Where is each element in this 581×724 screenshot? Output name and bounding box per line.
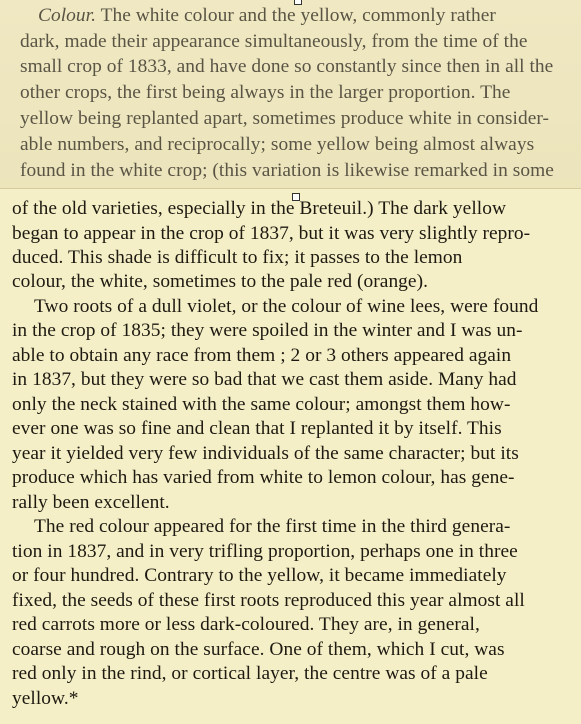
paragraph-start-line: Two roots of a dull violet, or the colour of wine lees, were found — [34, 296, 539, 317]
text-line: in the crop of 1835; they were spoiled in the winter and I was un- — [12, 320, 523, 341]
text-line: coarse and rough on the surface. One of them, which I cut, was — [12, 639, 505, 660]
text-line: fixed, the seeds of these first roots reproduced this year almost all — [12, 590, 525, 611]
text-line: in 1837, but they were so bad that we cast them aside. Many had — [12, 369, 517, 390]
text-line: red only in the rind, or cortical layer, the centre was of a pale — [12, 663, 488, 684]
text-line: able to obtain any race from them ; 2 or 3 others appeared again — [12, 345, 512, 366]
text-line: year it yielded very few individuals of the same character; but its — [12, 443, 519, 464]
text-line: found in the white crop; (this variation is likewise remarked in some — [20, 160, 554, 181]
text-line: produce which has varied from white to lemon colour, has gene- — [12, 467, 515, 488]
text-line: other crops, the first being always in the larger proportion. The — [20, 82, 511, 103]
section-lead-word: Colour. — [38, 5, 97, 26]
text-line: or four hundred. Contrary to the yellow, it became immediately — [12, 565, 507, 586]
paragraph-start-line: The red colour appeared for the first time in the third genera- — [34, 516, 511, 537]
text-line: rally been excellent. — [12, 492, 170, 513]
text-line: red carrots more or less dark-coloured. They are, in general, — [12, 614, 480, 635]
text-line: small crop of 1833, and have done so constantly since then in all the — [20, 56, 554, 77]
text-line: Colour. The white colour and the yellow, commonly rather — [38, 5, 496, 26]
text-line: only the neck stained with the same colour; amongst them how- — [12, 394, 511, 415]
text-line: duced. This shade is difficult to fix; it passes to the lemon — [12, 247, 463, 268]
text-line: yellow.* — [12, 688, 79, 709]
text-line: of the old varieties, especially in the Breteuil.) The dark yellow — [12, 198, 507, 219]
text-line: yellow being replanted apart, sometimes produce white in consider- — [20, 108, 549, 129]
text-line: began to appear in the crop of 1837, but it was very slightly repro- — [12, 223, 531, 244]
text-line: dark, made their appearance simultaneously, from the time of the — [20, 31, 528, 52]
text-line: colour, the white, sometimes to the pale red (orange). — [12, 271, 428, 292]
text-line: able numbers, and reciprocally; some yellow being almost always — [20, 134, 535, 155]
text-line: ever one was so fine and clean that I replanted it by itself. This — [12, 418, 502, 439]
text-line: tion in 1837, and in very trifling proportion, perhaps one in three — [12, 541, 518, 562]
